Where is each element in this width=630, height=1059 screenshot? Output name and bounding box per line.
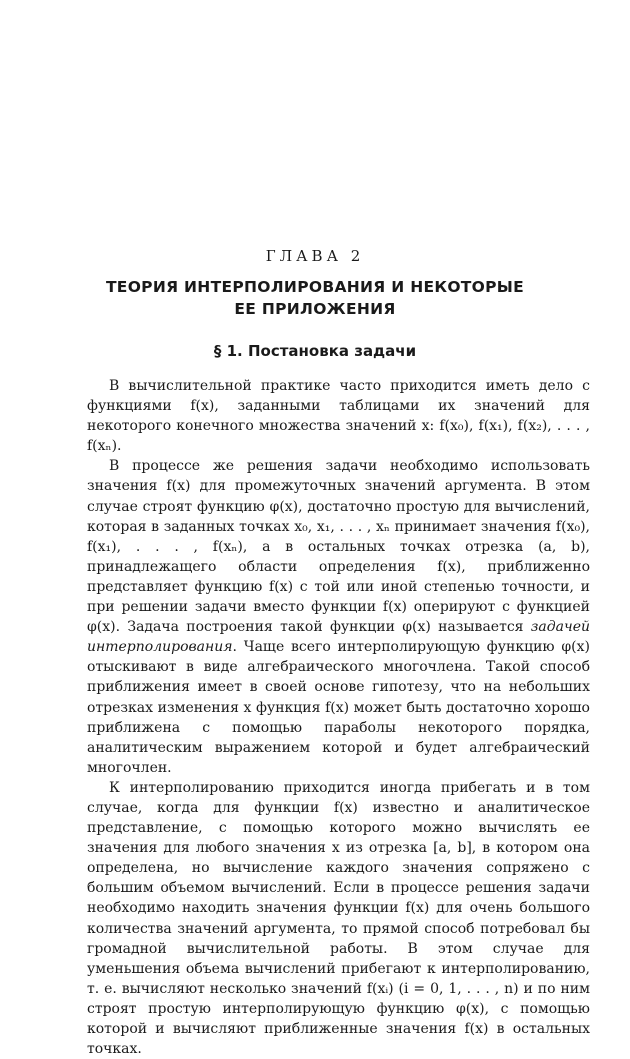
term-interpolation-problem: задачей интерполирования [87, 619, 590, 656]
chapter-title-line-2: ЕЕ ПРИЛОЖЕНИЯ [234, 300, 396, 318]
chapter-label: ГЛАВА 2 [265, 247, 365, 265]
section-title: § 1. Постановка задачи [213, 342, 417, 360]
paragraph-3: К интерполированию приходится иногда прибегать и в том случае, когда для функции f(x) известно и аналитическое представление, с помощью которого можно вычислять ее значения для любого значения x из отрезка [a, b], в котором она определена, но вычисление каждого значения сопряжено с большим объемом вычислений. Если в процессе решения задачи необходимо находить значения функции f(x) для очень большого количества значений аргумента, то прямой способ потребовал бы громадной вычислительной работы. В этом случае для уменьшения объема вычислений прибегают к интерполированию, т. е. вычисляют несколько значений f(xᵢ) (i = 0, 1, . . . , n) и по ним строят простую интерполирующую функцию φ(x), с помощью которой и вычисляют приближенные значения f(x) в остальных точках. [87, 779, 590, 1058]
paragraph-2-part-2: . Чаще всего интерполирующую функцию φ(x) отыскивают в виде алгебраического многочлена. Такой способ приближения имеет в своей основе гипотезу, что на небольших отрезках изменения x функция f(x) может быть достаточно хорошо приближена с помощью параболы некоторого порядка, аналитическим выражением которой и будет алгебраический многочлен. [87, 639, 590, 776]
body-text [87, 376, 590, 1059]
chapter-title-line-1: ТЕОРИЯ ИНТЕРПОЛИРОВАНИЯ И НЕКОТОРЫЕ [105, 278, 525, 296]
chapter-title [90, 276, 540, 320]
paragraph-1: В вычислительной практике часто приходится иметь дело с функциями f(x), заданными таблицами их значений для некоторого конечного множества значений x: f(x₀), f(x₁), f(x₂), . . . , f(xₙ). [87, 378, 590, 455]
paragraph-2 [87, 456, 590, 778]
paragraph-2-part-1: В процессе же решения задачи необходимо использовать значения f(x) для промежуточных значений аргумента. В этом случае строят функцию φ(x), достаточно простую для вычислений, которая в заданных точках x₀, x₁, . . . , xₙ принимает значения f(x₀), f(x₁), . . . , f(xₙ), а в остальных точках отрезка (a, b), принадлежащего области определения f(x), приближенно представляет функцию f(x) с той или иной степенью точности, и при решении задачи вместо функции f(x) оперируют с функцией φ(x). Задача построения такой функции φ(x) называется [87, 458, 590, 636]
